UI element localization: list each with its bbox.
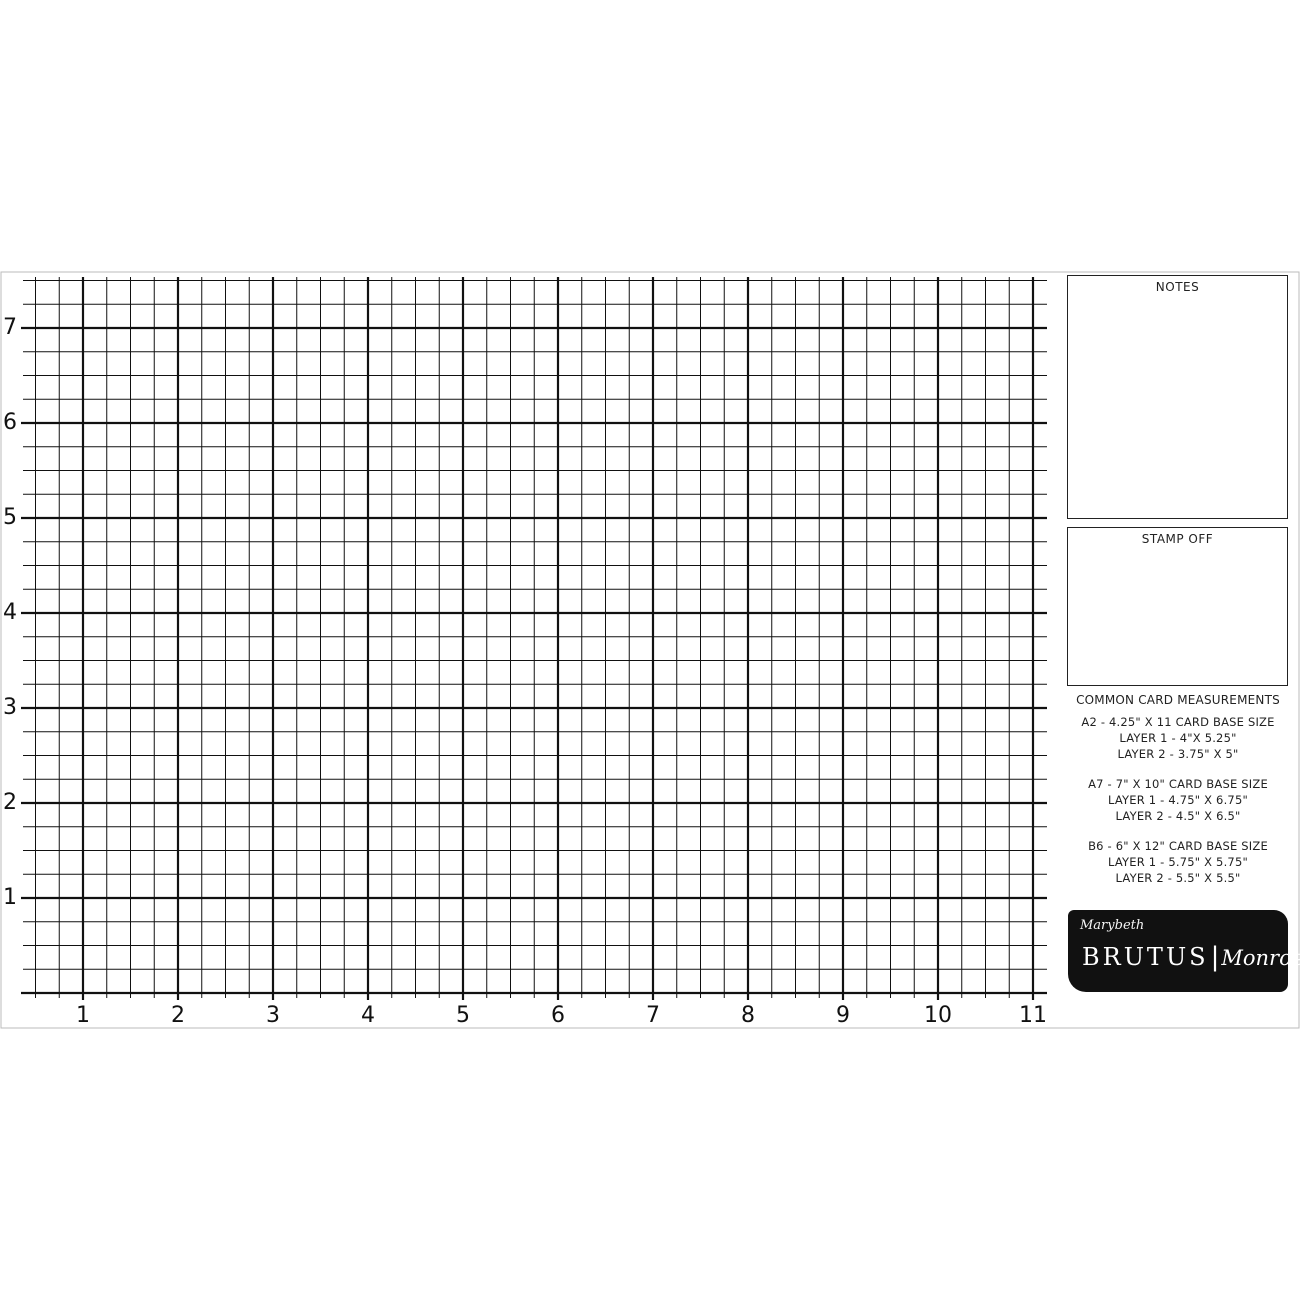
- measurement-group-a2: [1056, 714, 1300, 762]
- y-tick-label: 7: [3, 315, 17, 340]
- measurements-heading: COMMON CARD MEASUREMENTS: [1076, 693, 1280, 707]
- x-tick-label: 9: [836, 1003, 850, 1028]
- logo-separator: |: [1210, 942, 1220, 972]
- y-tick-label: 4: [3, 600, 17, 625]
- measurement-line: LAYER 2 - 5.5" X 5.5": [1115, 871, 1241, 885]
- y-tick-label: 5: [3, 505, 17, 530]
- brutus-monroe-logo: [1068, 910, 1304, 992]
- measurement-line: B6 - 6" X 12" CARD BASE SIZE: [1088, 839, 1268, 853]
- logo-brand-right: Monroe: [1221, 946, 1304, 970]
- logo-wordmark: [1082, 942, 1304, 972]
- notes-title: NOTES: [1155, 280, 1200, 294]
- stamp-off-title: STAMP OFF: [1141, 532, 1214, 546]
- x-tick-label: 3: [266, 1003, 280, 1028]
- logo-brand-left: BRUTUS: [1082, 943, 1209, 971]
- measurement-line: LAYER 2 - 4.5" X 6.5": [1115, 809, 1241, 823]
- card-measurements: [1056, 692, 1300, 900]
- logo-signature: Marybeth: [1080, 918, 1145, 933]
- y-tick-label: 3: [3, 695, 17, 720]
- measurement-group-b6: [1056, 838, 1300, 886]
- x-tick-label: 7: [646, 1003, 660, 1028]
- measurement-line: LAYER 1 - 4.75" X 6.75": [1108, 793, 1248, 807]
- notes-box[interactable]: [1067, 275, 1288, 519]
- x-tick-label: 4: [361, 1003, 375, 1028]
- measurement-group-a7: [1056, 776, 1300, 824]
- measurement-line: LAYER 1 - 4"X 5.25": [1119, 731, 1237, 745]
- y-tick-label: 2: [3, 790, 17, 815]
- stamp-off-box[interactable]: [1067, 527, 1288, 686]
- y-tick-label: 1: [3, 885, 17, 910]
- x-tick-label: 11: [1019, 1003, 1047, 1028]
- measurement-line: A7 - 7" X 10" CARD BASE SIZE: [1088, 777, 1268, 791]
- x-tick-label: 2: [171, 1003, 185, 1028]
- x-tick-label: 10: [924, 1003, 952, 1028]
- measurement-line: LAYER 2 - 3.75" X 5": [1117, 747, 1239, 761]
- x-tick-label: 5: [456, 1003, 470, 1028]
- x-tick-label: 1: [76, 1003, 90, 1028]
- y-tick-label: 6: [3, 410, 17, 435]
- x-tick-label: 6: [551, 1003, 565, 1028]
- measurement-line: A2 - 4.25" X 11 CARD BASE SIZE: [1081, 715, 1275, 729]
- x-tick-label: 8: [741, 1003, 755, 1028]
- measurement-line: LAYER 1 - 5.75" X 5.75": [1108, 855, 1248, 869]
